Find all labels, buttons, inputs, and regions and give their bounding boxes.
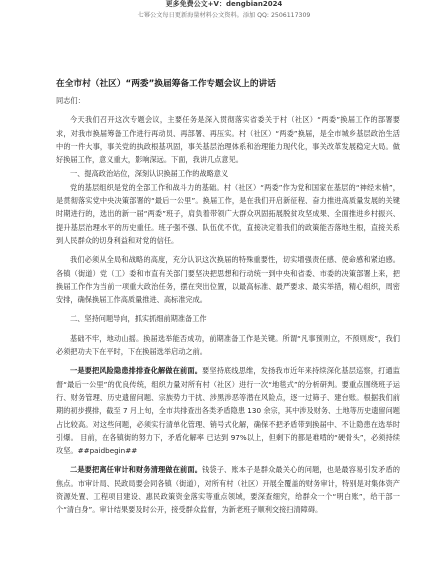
section-2-heading: 二、坚持问题导向，抓实抓细前期准备工作 bbox=[70, 314, 207, 324]
point-1-body: 要坚持底线思维，发扬我市近年来持续深化基层巡察，打通监督“最后一公里”的优良传统，组织力量对所有村（社区）进行一次“地毯式”的分析研判。要重点围绕班子运行、财务管理、历史遗留问题、宗族势力干扰、涉黑涉恶等潜在风险点，逐一过筛子、建台账。根据我们前期的初步摸排，截至 7 月上旬，全市共排查出各类矛盾隐患 130 余宗，其中涉及财务、土地等历史遗留问题占比较高。对这些问题，必须实行清单化管理、销号式化解，确保不把矛盾带到换届中、不让隐患在选举时引爆。 目前，在各镇街的努力下，矛盾化解率 已达到 97%以上，但剩下的都是难啃的“硬骨头”，必须持续攻坚。##paidbegin## bbox=[56, 366, 400, 456]
section-1-paragraph-1: 党的基层组织是党的全部工作和战斗力的基础。村（社区）“两委”作为党和国家在基层的“神经末梢”，是贯彻落实党中央决策部署的“最后一公里”。换届工作，是在我们开启新征程、奋力推进高质量发展的关键时期进行的，选出的新一届“两委”班子，肩负着带领广大群众巩固拓展脱贫攻坚成果、全面推进乡村振兴、提升基层治理水平的历史重任。班子强不强、队伍优不优，直接决定着我们的政策能否落地生根，直接关系到人民群众的切身利益和对党的信任。 bbox=[56, 182, 400, 245]
banner-contact-line: 更多免费公文+V：dengbian2024 bbox=[165, 0, 283, 8]
point-2-body: 钱袋子、账本子是群众最关心的问题，也是最容易引发矛盾的焦点。市审计局、民政局要会同各镇（街道），对所有村（社区）开展全覆盖的财务审计，特别是对集体资产资源处置、工程项目建设、惠民政策资金落实等重点领域，要深查细究，给群众一个“明白账”，给干部一个“清白身”。审计结果要及时公开，接受群众监督，为新老班子顺利交接扫清障碍。 bbox=[56, 465, 400, 515]
point-1-lead: 要把风险隐患排排查化解做在前面。 bbox=[84, 366, 203, 376]
intro-paragraph: 今天我们召开这次专题会议，主要任务是深入贯彻落实省委关于村（社区）“两委”换届工作的部署要求，对我市换届筹备工作进行再动员、再部署、再压实。村（社区）“两委”换届，是全市城乡基层政治生活中的一件大事，事关党的执政根基巩固，事关基层治理体系和治理能力现代化，事关改革发展稳定大局。做好换届工作，意义重大，影响深远。下面，我讲几点意见。 bbox=[56, 115, 400, 165]
point-2-marker: 二是 bbox=[70, 465, 85, 475]
section-2-intro: 基础不牢，地动山摇。换届选举能否成功，前期准备工作是关键。所谓“凡事预则立，不预则废”，我们必须把功夫下在平时，下在换届选举启动之前。 bbox=[56, 333, 400, 357]
salutation: 同志们： bbox=[56, 96, 85, 105]
watermark-banner bbox=[0, 0, 448, 30]
speech-document bbox=[56, 78, 400, 517]
point-1-paragraph bbox=[56, 364, 400, 457]
section-1-heading: 一、提高政治站位，深刻认识换届工作的战略意义 bbox=[70, 169, 229, 179]
banner-update-line: 七幂公文每日更新海量材料公文资料。添加 QQ: 2506117309 bbox=[137, 12, 311, 19]
point-2-lead: 要把离任审计和财务清理做在前面。 bbox=[84, 465, 203, 475]
document-title: 在全市村（社区）“两委”换届筹备工作专题会议上的讲话 bbox=[56, 79, 276, 89]
section-1-paragraph-2: 我们必须从全局和战略的高度，充分认识这次换届的特殊重要性，切实增强责任感、使命感和紧迫感。各镇（街道）党（工）委和市直有关部门要坚决把思想和行动统一到中央和省委、市委的决策部署上来，把换届工作作为当前一项重大政治任务，摆在突出位置，以最高标准、最严要求、最实举措，精心组织，周密安排，确保换届工作高质量推进、高标准完成。 bbox=[56, 255, 400, 305]
point-2-paragraph bbox=[56, 463, 400, 516]
point-1-marker: 一是 bbox=[70, 366, 85, 376]
